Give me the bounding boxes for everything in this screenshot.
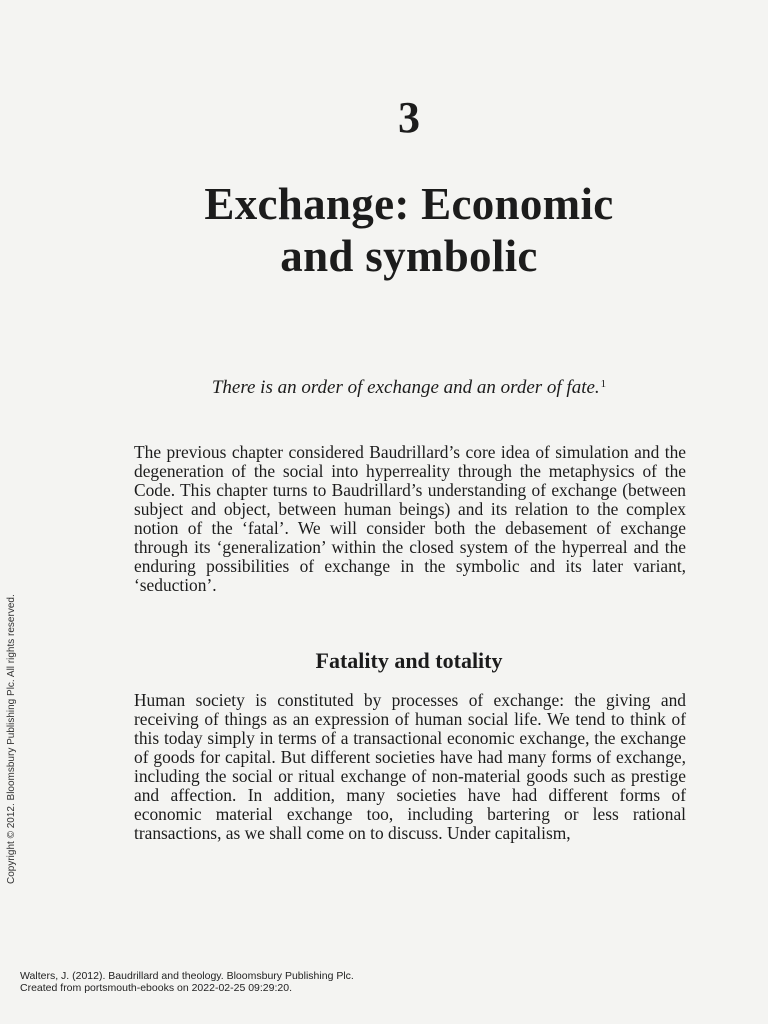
body-paragraph-1: The previous chapter considered Baudrillard’s core idea of simulation and the degeneration of the social into hyperreality through the metaphysics of the Code. This chapter turns to Baudrillard’s understanding of exchange (between subject and object, between human beings) and its relation to the complex notion of the ‘fatal’. We will consider both the debasement of exchange through its ‘generalization’ within the closed system of the hyperreal and the enduring possibilities of exchange in the symbolic and its later variant, ‘seduction’.	[134, 442, 686, 595]
epigraph-text: There is an order of exchange and an order of fate.	[211, 377, 600, 398]
section-heading: Fatality and totality	[315, 648, 503, 673]
footer-created: Created from portsmouth-ebooks on 2022-02-25 09:29:20.	[20, 982, 293, 994]
chapter-number: 3	[398, 93, 420, 142]
chapter-title-line-2: and symbolic	[280, 231, 538, 281]
page-footer	[20, 970, 354, 994]
chapter-title	[0, 178, 768, 282]
copyright-notice: Copyright © 2012. Bloomsbury Publishing Plc. All rights reserved.	[6, 594, 17, 884]
epigraph	[0, 372, 768, 400]
body-paragraph-2: Human society is constituted by processes of exchange: the giving and receiving of things as an expression of human social life. We tend to think of this today simply in terms of a transactional economic exchange, the exchange of goods for capital. But different societies have had many forms of exchange, including the social or ritual exchange of non-material goods such as prestige and affection. In addition, many societies have had different forms of economic material exchange too, including bartering or less rational transactions, as we shall come on to discuss. Under capitalism,	[134, 690, 686, 843]
footer-citation: Walters, J. (2012). Baudrillard and theology. Bloomsbury Publishing Plc.	[20, 970, 354, 982]
footnote-marker[interactable]: 1	[600, 378, 607, 390]
chapter-title-line-1: Exchange: Economic	[204, 179, 614, 229]
